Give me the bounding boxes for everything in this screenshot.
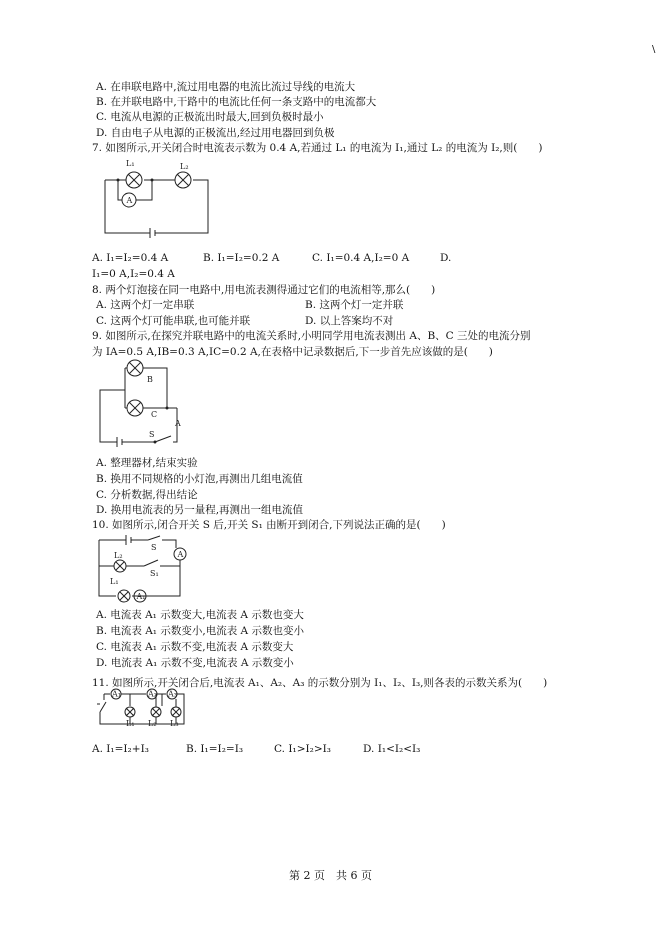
q7-option-d: D. [440, 252, 452, 264]
q8-option-d: D. 以上答案均不对 [305, 315, 394, 327]
q11-ammeter-a3: A₃ [168, 689, 177, 699]
q10-option-b: B. 电流表 A₁ 示数变小,电流表 A 示数也变小 [96, 625, 304, 637]
q6-option-c: C. 电流从电源的正极流出时最大,回到负极时最小 [96, 111, 324, 123]
q10-ammeter-a1: A₁ [136, 592, 146, 601]
q8-option-b: B. 这两个灯一定并联 [305, 299, 404, 311]
q6-option-d: D. 自由电子从电源的正极流出,经过用电器回到负极 [96, 127, 335, 139]
q11-label-l3: L₃ [170, 719, 179, 728]
q7-ammeter-label: A [126, 196, 133, 205]
q9-stem-line2: 为 IA=0.5 A,IB=0.3 A,IC=0.2 A,在表格中记录数据后,下一步首先应该做的是( ) [92, 346, 493, 358]
q7-circuit-figure [100, 158, 215, 244]
q11-option-b: B. I₁=I₂=I₃ [186, 743, 244, 755]
q7-option-b: B. I₁=I₂=0.2 A [203, 252, 280, 264]
q7-stem: 7. 如图所示,开关闭合时电流表示数为 0.4 A,若通过 L₁ 的电流为 I₁,通过 L₂ 的电流为 I₂,则( ) [92, 142, 543, 154]
q10-label-s1: S₁ [150, 569, 159, 578]
q6-option-a: A. 在串联电路中,流过用电器的电流比流过导线的电流大 [96, 81, 356, 93]
q9-option-a: A. 整理器材,结束实验 [96, 457, 198, 469]
q11-label-l1: L₁ [126, 719, 135, 728]
q10-label-s: S [151, 543, 157, 552]
q10-label-l1: L₁ [110, 577, 119, 586]
q9-option-d: D. 换用电流表的另一量程,再测出一组电流值 [96, 504, 304, 516]
q7-option-d-content: I₁=0 A,I₂=0.4 A [92, 268, 175, 280]
q6-option-b: B. 在并联电路中,干路中的电流比任何一条支路中的电流都大 [96, 96, 377, 108]
q11-option-a: A. I₁=I₂+I₃ [92, 743, 149, 755]
q9-label-a: A [175, 419, 181, 428]
q10-option-c: C. 电流表 A₁ 示数不变,电流表 A 示数变大 [96, 641, 294, 653]
q10-circuit-figure [96, 534, 196, 604]
q9-circuit-figure [97, 360, 192, 450]
q11-circuit-figure [96, 690, 191, 730]
q9-label-s: S [149, 430, 155, 439]
q11-option-d: D. I₁<I₂<I₃ [363, 743, 421, 755]
q7-option-c: C. I₁=0.4 A,I₂=0 A [312, 252, 410, 264]
q9-option-c: C. 分析数据,得出结论 [96, 489, 198, 501]
q8-option-c: C. 这两个灯可能串联,也可能并联 [96, 315, 251, 327]
q9-option-b: B. 换用不同规格的小灯泡,再测出几组电流值 [96, 473, 303, 485]
q7-label-l2: L₂ [180, 162, 189, 171]
q9-label-c: C [151, 410, 158, 419]
q9-label-b: B [147, 375, 153, 384]
q8-stem: 8. 两个灯泡接在同一电路中,用电流表测得通过它们的电流相等,那么( ) [92, 284, 436, 296]
q10-option-a: A. 电流表 A₁ 示数变大,电流表 A 示数也变大 [96, 609, 304, 621]
q7-option-a: A. I₁=I₂=0.4 A [92, 252, 169, 264]
corner-mark: \ [652, 44, 656, 55]
q10-option-d: D. 电流表 A₁ 示数不变,电流表 A 示数变小 [96, 657, 294, 669]
q11-label-l2: L₂ [148, 719, 157, 728]
page-footer: 第 2 页 共 6 页 [289, 869, 372, 882]
q10-label-l2: L₂ [114, 551, 123, 560]
q10-ammeter-a: A [177, 550, 184, 559]
q9-stem: 9. 如图所示,在探究并联电路中的电流关系时,小明同学用电流表测出 A、B、C 三处的电流分别 [92, 330, 531, 342]
q11-option-c: C. I₁>I₂>I₃ [274, 743, 332, 755]
q11-ammeter-a1: A₁ [112, 689, 121, 699]
q8-option-a: A. 这两个灯一定串联 [96, 299, 195, 311]
q10-stem: 10. 如图所示,闭合开关 S 后,开关 S₁ 由断开到闭合,下列说法正确的是( ) [92, 519, 446, 531]
q11-ammeter-a2: A₂ [148, 689, 157, 699]
q7-label-l1: L₁ [126, 159, 135, 168]
q11-stem: 11. 如图所示,开关闭合后,电流表 A₁、A₂、A₃ 的示数分别为 I₁、I₂、I₃,则各表的示数关系为( ) [92, 677, 548, 689]
